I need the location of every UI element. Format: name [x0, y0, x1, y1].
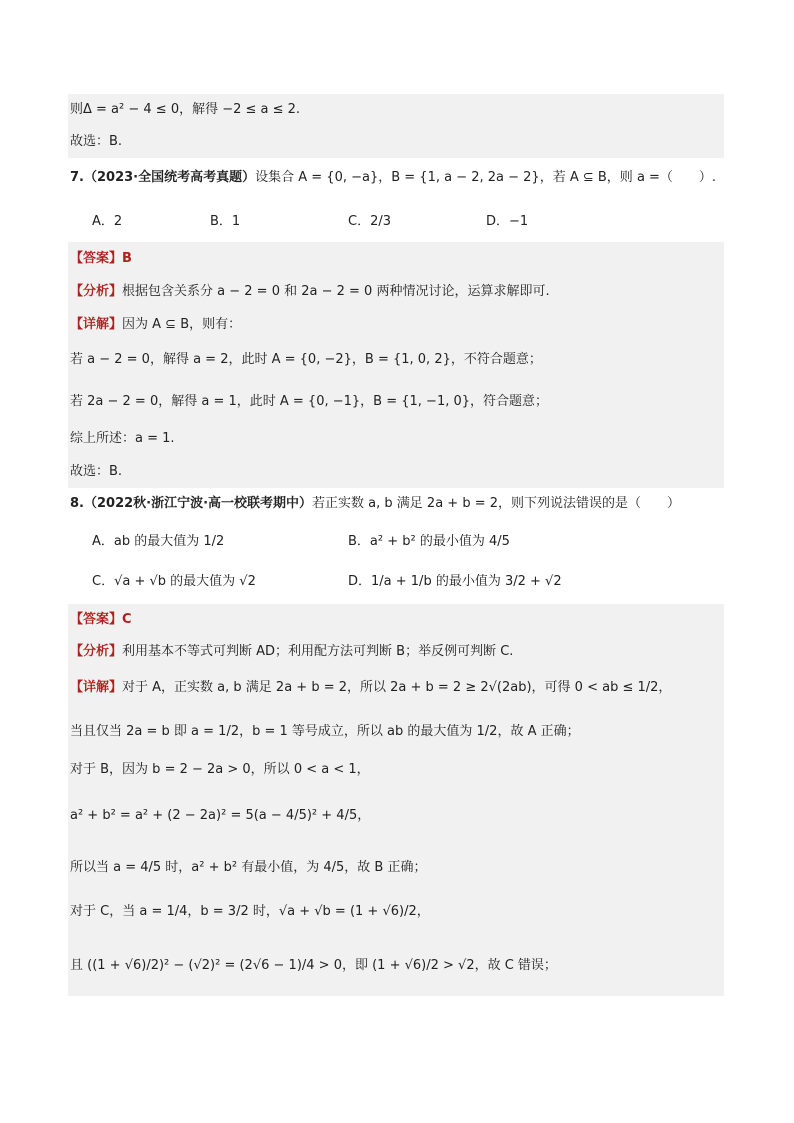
detail-line: 【详解】因为 A ⊆ B，则有： — [70, 317, 242, 332]
detail-line: 若 a − 2 = 0，解得 a = 2，此时 A = {0, −2}，B = {1, 0, 2}，不符合题意； — [70, 352, 542, 367]
option-d: D．1/a + 1/b 的最小值为 3/2 + √2 — [348, 574, 562, 589]
detail-line: 故选：B. — [70, 464, 123, 479]
detail-line: 【详解】对于 A，正实数 a, b 满足 2a + b = 2，所以 2a + b = 2 ≥ 2√(2ab)，可得 0 < ab ≤ 1/2， — [70, 680, 672, 695]
answer-line: 【答案】C — [70, 612, 132, 627]
option-d: D．−1 — [486, 214, 529, 229]
solution-conclusion: 故选：B. — [70, 134, 123, 149]
question-source: （2022秋·浙江宁波·高一校联考期中） — [83, 496, 313, 511]
option-a: A．2 — [92, 214, 123, 229]
detail-line: a² + b² = a² + (2 − 2a)² = 5(a − 4/5)² + 4/5， — [70, 808, 371, 823]
detail-line: 若 2a − 2 = 0，解得 a = 1，此时 A = {0, −1}，B = {1, −1, 0}，符合题意； — [70, 394, 549, 409]
solution-line: 则Δ = a² − 4 ≤ 0，解得 −2 ≤ a ≤ 2. — [70, 102, 301, 117]
option-a: A．ab 的最大值为 1/2 — [92, 534, 225, 549]
option-c: C．2/3 — [348, 214, 391, 229]
detail-line: 对于 B，因为 b = 2 − 2a > 0，所以 0 < a < 1， — [70, 762, 370, 777]
question-source: （2023·全国统考高考真题） — [83, 170, 256, 185]
detail-line: 且 ((1 + √6)/2)² − (√2)² = (2√6 − 1)/4 > 0，即 (1 + √6)/2 > √2，故 C 错误； — [70, 958, 557, 973]
question-stem: 若正实数 a, b 满足 2a + b = 2，则下列说法错误的是（ ） — [312, 496, 681, 511]
option-c: C．√a + √b 的最大值为 √2 — [92, 574, 256, 589]
question-8 — [70, 494, 680, 514]
question-number: 7. — [70, 170, 84, 185]
detail-line: 当且仅当 2a = b 即 a = 1/2，b = 1 等号成立，所以 ab 的最大值为 1/2，故 A 正确； — [70, 724, 580, 739]
question-stem: 设集合 A = {0, −a}，B = {1, a − 2, 2a − 2}，若 A ⊆ B，则 a =（ ）. — [255, 170, 717, 185]
option-b: B．a² + b² 的最小值为 4/5 — [348, 534, 510, 549]
q8-solution-block — [68, 604, 724, 996]
detail-line: 综上所述：a = 1. — [70, 431, 175, 446]
detail-line: 对于 C，当 a = 1/4，b = 3/2 时，√a + √b = (1 + √6)/2， — [70, 904, 430, 919]
question-7 — [70, 168, 716, 188]
option-b: B．1 — [210, 214, 241, 229]
analysis-line: 【分析】根据包含关系分 a − 2 = 0 和 2a − 2 = 0 两种情况讨论，运算求解即可. — [70, 284, 550, 299]
analysis-line: 【分析】利用基本不等式可判断 AD；利用配方法可判断 B；举反例可判断 C. — [70, 644, 514, 659]
detail-line: 所以当 a = 4/5 时，a² + b² 有最小值，为 4/5，故 B 正确； — [70, 860, 427, 875]
question-number: 8. — [70, 496, 84, 511]
answer-line: 【答案】B — [70, 251, 132, 266]
